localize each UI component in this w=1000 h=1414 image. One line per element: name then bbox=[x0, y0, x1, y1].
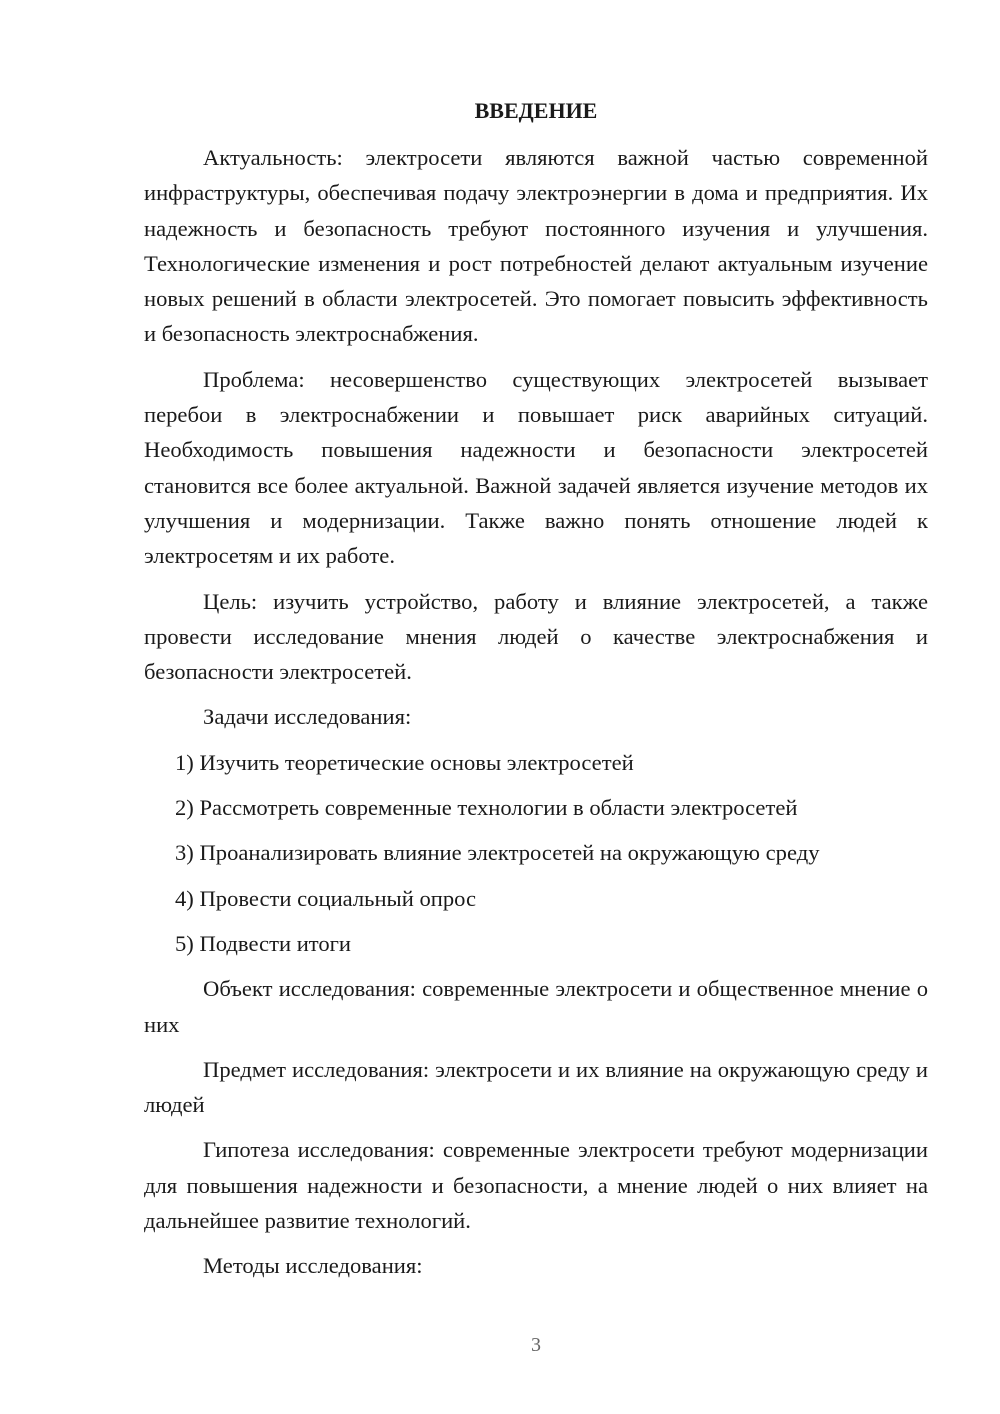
task-item-1: 1) Изучить теоретические основы электросетей bbox=[175, 749, 634, 775]
methods-heading: Методы исследования: bbox=[203, 1253, 423, 1279]
page-number: 3 bbox=[531, 1334, 541, 1356]
goal-paragraph: Цель: изучить устройство, работу и влияние электросетей, а также провести исследование мнения людей о качестве электроснабжения и безопасности электросетей. bbox=[144, 588, 928, 685]
document-body bbox=[144, 140, 928, 1294]
task-item-3: 3) Проанализировать влияние электросетей на окружающую среду bbox=[175, 840, 820, 866]
task-item-5: 5) Подвести итоги bbox=[175, 930, 352, 956]
relevance-paragraph: Актуальность: электросети являются важной частью современной инфраструктуры, обеспечивая подачу электроэнергии в дома и предприятия. Их надежность и безопасность требуют постоянного изучения и улучшения. Технологические изменения и рост потребностей делают актуальным изучение новых решений в области электросетей. Это помогает повысить эффективность и безопасность электроснабжения. bbox=[144, 145, 928, 347]
problem-paragraph: Проблема: несовершенство существующих электросетей вызывает перебои в электроснабжении и повышает риск аварийных ситуаций. Необходимость повышения надежности и безопасности электросетей становится все более актуальной. Важной задачей является изучение методов их улучшения и модернизации. Также важно понять отношение людей к электросетям и их работе. bbox=[144, 366, 928, 569]
task-item-2: 2) Рассмотреть современные технологии в области электросетей bbox=[175, 795, 798, 821]
object-paragraph: Объект исследования: современные электросети и общественное мнение о них bbox=[144, 976, 928, 1037]
tasks-heading: Задачи исследования: bbox=[203, 704, 412, 730]
task-item-4: 4) Провести социальный опрос bbox=[175, 885, 477, 911]
section-title: ВВЕДЕНИЕ bbox=[474, 98, 598, 123]
tasks-list bbox=[144, 745, 928, 961]
hypothesis-paragraph: Гипотеза исследования: современные электросети требуют модернизации для повышения надежности и безопасности, а мнение людей о них влияет на дальнейшее развитие технологий. bbox=[144, 1137, 928, 1234]
subject-paragraph: Предмет исследования: электросети и их влияние на окружающую среду и людей bbox=[144, 1056, 928, 1118]
